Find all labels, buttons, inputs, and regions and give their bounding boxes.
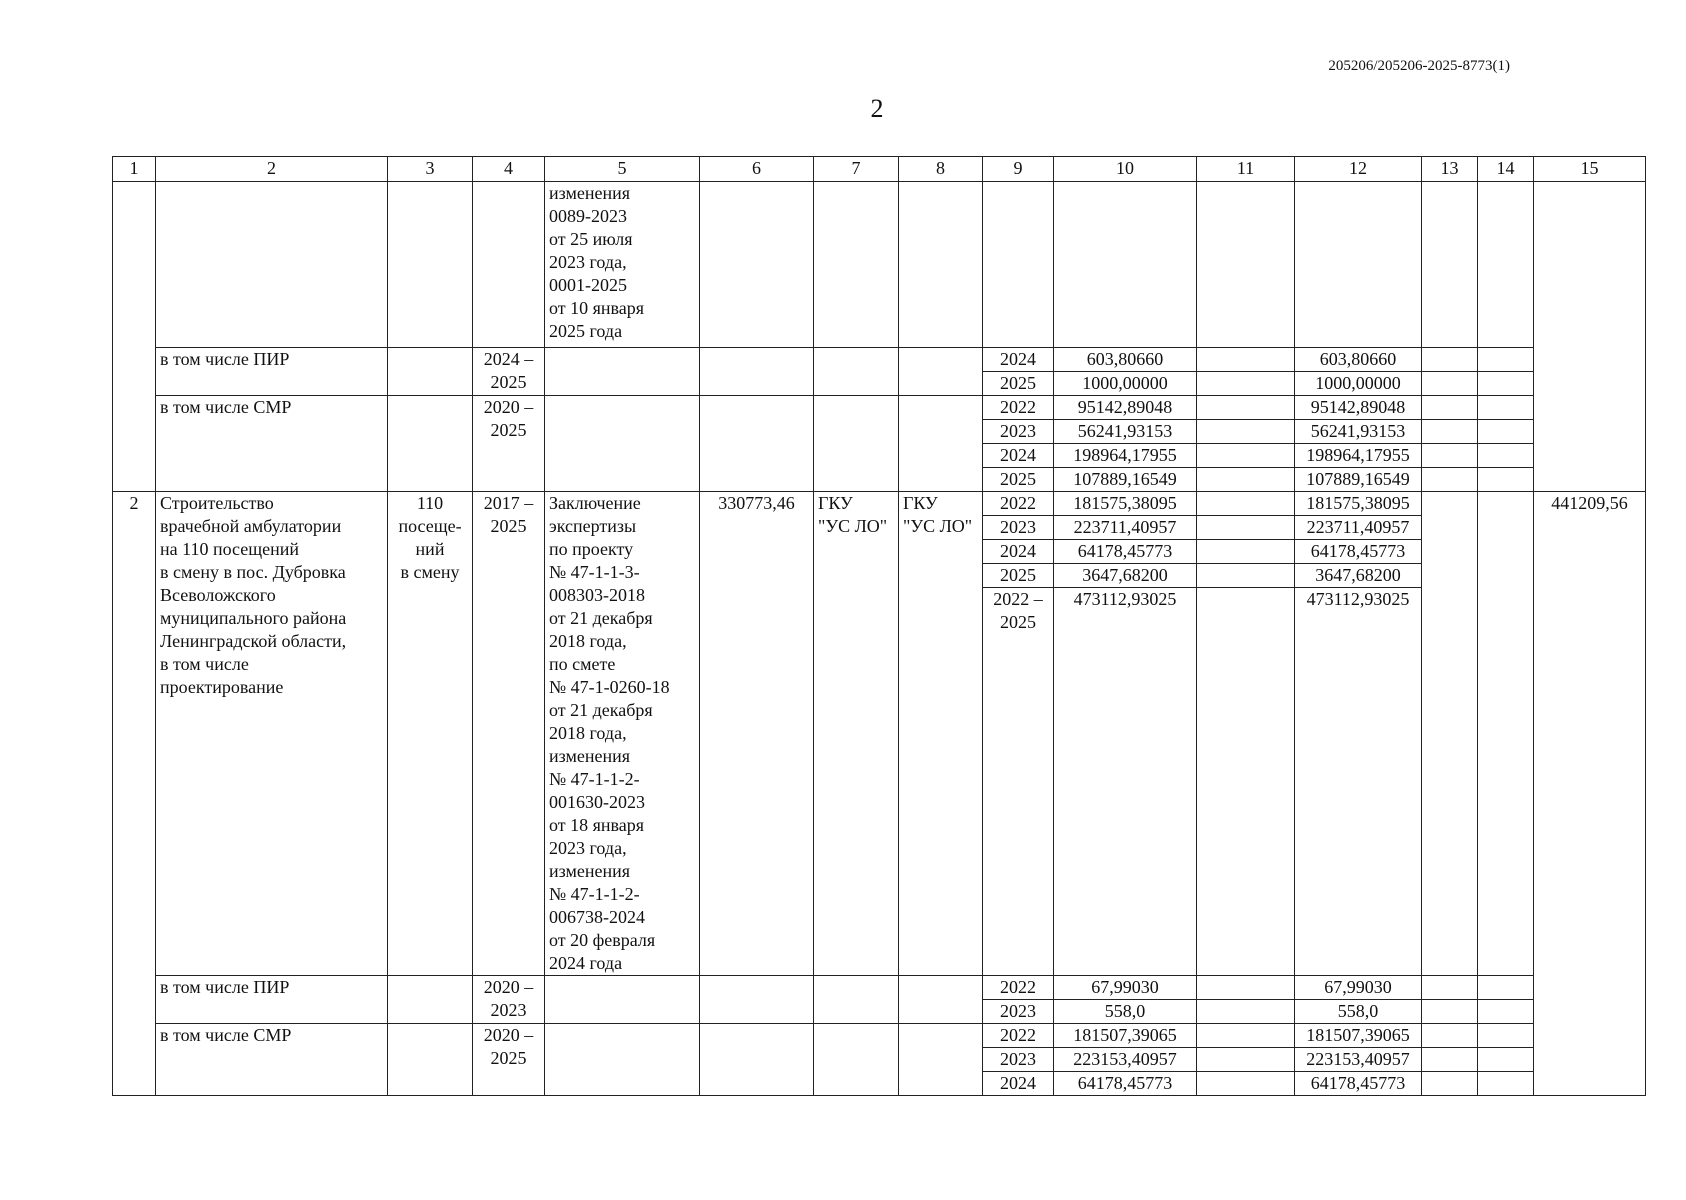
year-cell: 2023 [983,1048,1054,1072]
subitem-label: в том числе ПИР [156,976,388,1024]
capacity-cell: 110 посеще- ний в смену [388,492,473,976]
column-header: 11 [1197,157,1295,182]
value-cell: 1000,00000 [1295,372,1422,396]
year-cell: 2024 [983,540,1054,564]
item-number-cell [113,182,156,492]
value-cell: 107889,16549 [1054,468,1197,492]
column-number-row [113,157,1646,182]
value-cell: 473112,93025 [1295,588,1422,976]
value-cell: 1000,00000 [1054,372,1197,396]
year-cell: 2024 [983,1072,1054,1096]
value-cell: 64178,45773 [1295,540,1422,564]
year-cell: 2023 [983,1000,1054,1024]
value-cell: 56241,93153 [1295,420,1422,444]
column-header: 8 [899,157,983,182]
value-cell: 3647,68200 [1295,564,1422,588]
period-cell: 2020 – 2025 [473,396,545,492]
column-header: 1 [113,157,156,182]
year-cell: 2024 [983,348,1054,372]
page-number: 2 [870,94,884,123]
year-cell: 2022 [983,492,1054,516]
year-cell: 2025 [983,468,1054,492]
value-cell: 64178,45773 [1054,1072,1197,1096]
value-cell: 223711,40957 [1295,516,1422,540]
column-header: 2 [156,157,388,182]
column-header: 7 [814,157,899,182]
column-header: 10 [1054,157,1197,182]
column-header: 12 [1295,157,1422,182]
subitem-label: в том числе СМР [156,396,388,492]
value-cell: 473112,93025 [1054,588,1197,976]
value-cell: 107889,16549 [1295,468,1422,492]
period-cell: 2024 – 2025 [473,348,545,396]
value-cell: 603,80660 [1054,348,1197,372]
table-row [113,182,1646,348]
value-cell: 223153,40957 [1295,1048,1422,1072]
builder-cell: ГКУ "УС ЛО" [899,492,983,976]
year-cell: 2022 [983,1024,1054,1048]
document-id: 205206/205206-2025-8773(1) [1328,58,1510,74]
object-name-cell: Строительство врачебной амбулатории на 110 посещений в смену в пос. Дубровка Всеволожского муниципального района Ленинградской области, в том числе проектирование [156,492,388,976]
value-cell: 181575,38095 [1295,492,1422,516]
column-header: 5 [545,157,700,182]
column-header: 14 [1478,157,1534,182]
value-cell: 603,80660 [1295,348,1422,372]
value-cell: 181575,38095 [1054,492,1197,516]
subitem-label: в том числе ПИР [156,348,388,396]
year-cell: 2022 [983,396,1054,420]
value-cell: 64178,45773 [1054,540,1197,564]
period-cell: 2020 – 2023 [473,976,545,1024]
subitem-label: в том числе СМР [156,1024,388,1096]
period-cell: 2020 – 2025 [473,1024,545,1096]
expertise-cell: изменения 0089-2023 от 25 июля 2023 года, 0001-2025 от 10 января 2025 года [545,182,700,348]
value-cell: 558,0 [1295,1000,1422,1024]
year-cell: 2025 [983,564,1054,588]
value-cell: 198964,17955 [1054,444,1197,468]
table-row [113,1024,1646,1048]
value-cell: 64178,45773 [1295,1072,1422,1096]
table-row [113,492,1646,516]
value-cell: 223711,40957 [1054,516,1197,540]
value-cell: 56241,93153 [1054,420,1197,444]
value-cell: 67,99030 [1054,976,1197,1000]
value-cell: 67,99030 [1295,976,1422,1000]
value-cell: 95142,89048 [1295,396,1422,420]
column-header: 13 [1422,157,1478,182]
column-header: 15 [1534,157,1646,182]
column-header: 4 [473,157,545,182]
table-row [113,348,1646,372]
table-row [113,396,1646,420]
value-cell: 558,0 [1054,1000,1197,1024]
year-cell: 2023 [983,420,1054,444]
cost-cell: 330773,46 [700,492,814,976]
year-cell: 2025 [983,372,1054,396]
expertise-cell: Заключение экспертизы по проекту № 47-1-1-3- 008303-2018 от 21 декабря 2018 года, по смете № 47-1-0260-18 от 21 декабря 2018 года, изменения № 47-1-1-2- 001630-2023 от 18 января 2023 года, изменения № 47-1-1-2- 006738-2024 от 20 февраля 2024 года [545,492,700,976]
value-cell: 95142,89048 [1054,396,1197,420]
value-cell: 181507,39065 [1295,1024,1422,1048]
item-number-cell: 2 [113,492,156,1096]
value-cell: 3647,68200 [1054,564,1197,588]
value-cell: 223153,40957 [1054,1048,1197,1072]
column-header: 6 [700,157,814,182]
column-header: 3 [388,157,473,182]
investment-table [112,156,1646,1096]
year-cell: 2022 [983,976,1054,1000]
customer-cell: ГКУ "УС ЛО" [814,492,899,976]
year-cell: 2023 [983,516,1054,540]
total-cell: 441209,56 [1534,492,1646,1096]
period-cell: 2017 – 2025 [473,492,545,976]
value-cell: 198964,17955 [1295,444,1422,468]
table-row [113,976,1646,1000]
column-header: 9 [983,157,1054,182]
year-cell: 2024 [983,444,1054,468]
year-cell: 2022 – 2025 [983,588,1054,976]
value-cell: 181507,39065 [1054,1024,1197,1048]
